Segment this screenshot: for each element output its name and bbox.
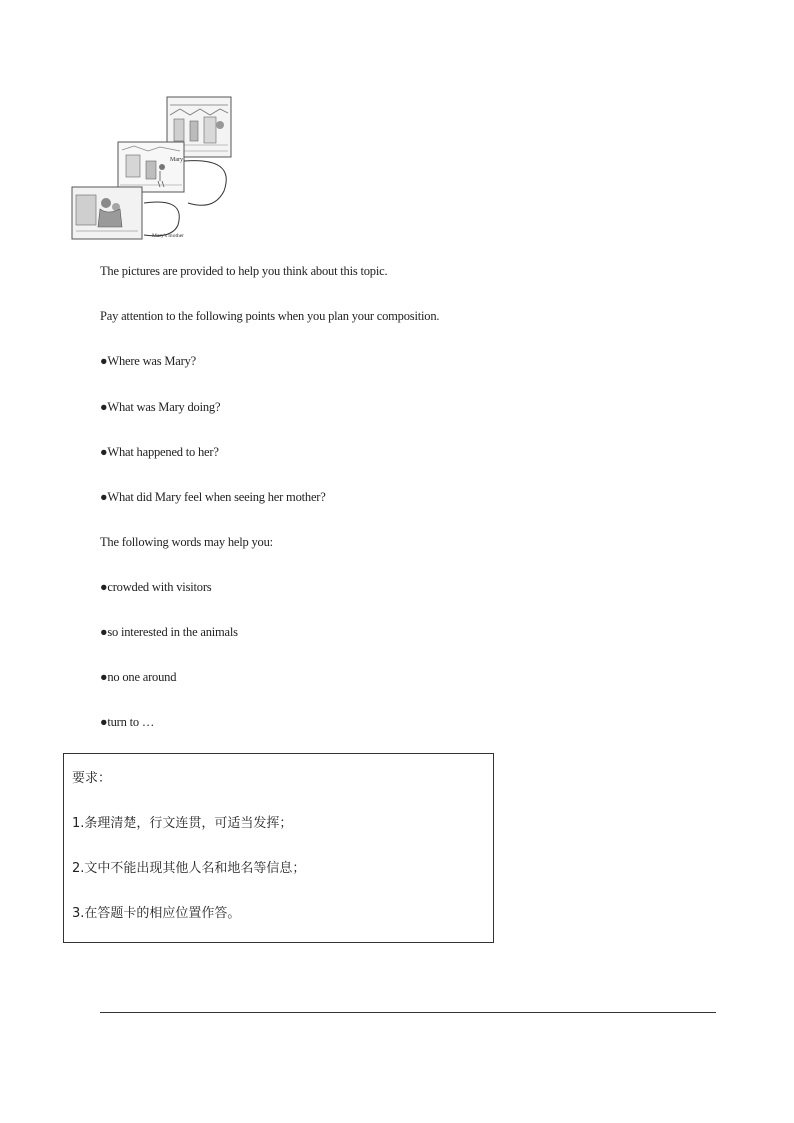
point-item: ●What did Mary feel when seeing her mother? [100, 490, 326, 504]
requirements-title: 要求： [72, 771, 112, 786]
word-item: ●turn to … [100, 715, 155, 729]
label-marys-mother: Mary's mother [152, 233, 184, 239]
story-illustration [70, 95, 236, 243]
requirements-box [63, 753, 494, 943]
word-item: ●no one around [100, 670, 177, 684]
panel-mary-alone [118, 142, 184, 192]
words-heading: The following words may help you: [100, 535, 273, 549]
point-item: ●Where was Mary? [100, 354, 196, 368]
point-item: ●What happened to her? [100, 445, 219, 459]
panel-mother-hug [72, 187, 142, 239]
answer-line[interactable] [100, 1012, 716, 1013]
points-heading: Pay attention to the following points when you plan your composition. [100, 309, 440, 323]
word-item: ●so interested in the animals [100, 625, 238, 639]
point-item: ●What was Mary doing? [100, 400, 221, 414]
requirement-item: 2.文中不能出现其他人名和地名等信息； [72, 861, 306, 876]
label-mary: Mary [170, 157, 183, 163]
requirement-item: 3.在答题卡的相应位置作答。 [72, 906, 241, 921]
word-item: ●crowded with visitors [100, 580, 212, 594]
requirement-item: 1.条理清楚，行文连贯，可适当发挥； [72, 816, 293, 831]
intro-text: The pictures are provided to help you think about this topic. [100, 264, 388, 278]
